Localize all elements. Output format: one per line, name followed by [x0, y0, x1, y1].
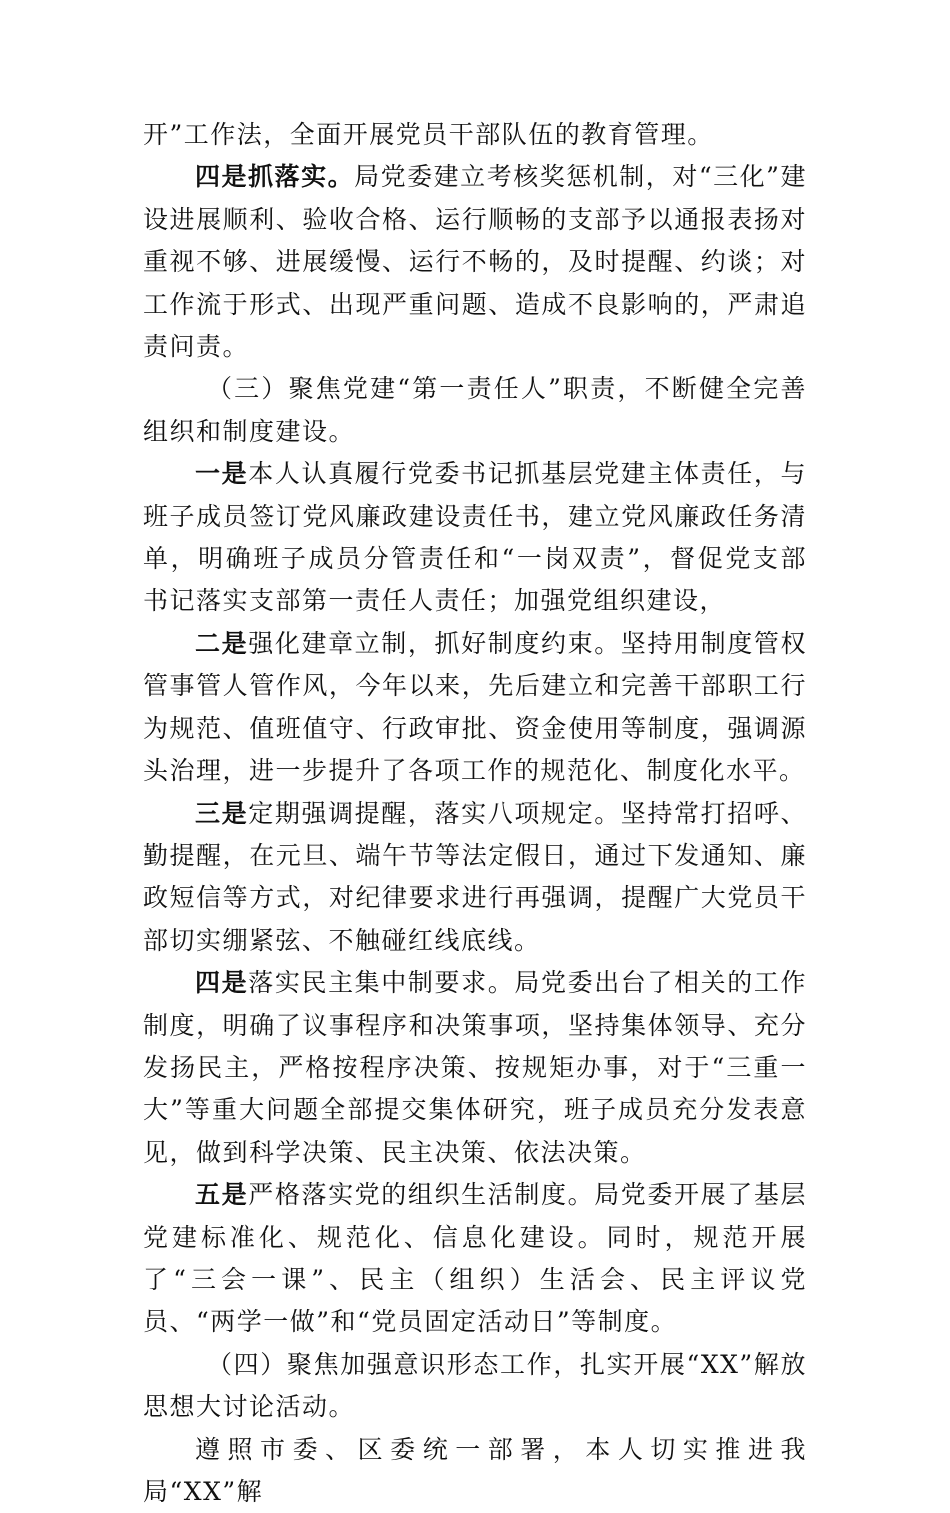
- section-heading-3: [143, 368, 807, 453]
- paragraph-point-3: [143, 793, 807, 963]
- paragraph-point-4: [143, 962, 807, 1174]
- paragraph-text: 局党委建立考核奖惩机制，对“三化”建设进展顺利、验收合格、运行顺畅的支部予以通报表扬对重视不够、进展缓慢、运行不畅的，及时提醒、约谈；对工作流于形式、出现严重问题、造成不良影响的，严肃追责问责。: [143, 162, 807, 362]
- paragraph-text: 落实民主集中制要求。局党委出台了相关的工作制度，明确了议事程序和决策事项，坚持集体领导、充分发扬民主，严格按程序决策、按规矩办事，对于“三重一大”等重大问题全部提交集体研究，班子成员充分发表意见，做到科学决策、民主决策、依法决策。: [143, 968, 807, 1167]
- section-heading-4: [143, 1344, 807, 1429]
- section-heading-text: （三）聚焦党建“第一责任人”职责，不断健全完善组织和制度建设。: [143, 374, 807, 446]
- paragraph-text: 本人认真履行党委书记抓基层党建主体责任，与班子成员签订党风廉政建设责任书，建立党风廉政任务清单，明确班子成员分管责任和“一岗双责”，督促党支部书记落实支部第一责任人责任；加强党组织建设，: [143, 459, 807, 616]
- paragraph-point-1: [143, 453, 807, 623]
- paragraph-text: 强化建章立制，抓好制度约束。坚持用制度管权管事管人管作风，今年以来，先后建立和完善干部职工行为规范、值班值守、行政审批、资金使用等制度，强调源头治理，进一步提升了各项工作的规范化、制度化水平。: [143, 628, 807, 786]
- paragraph-lead: 四是抓落实。: [195, 162, 355, 192]
- paragraph-text: 严格落实党的组织生活制度。局党委开展了基层党建标准化、规范化、信息化建设。同时，规范开展了“三会一课”、民主（组织）生活会、民主评议党员、“两学一做”和“党员固定活动日”等制度。: [143, 1180, 807, 1337]
- paragraph-text: 遵照市委、区委统一部署，本人切实推进我局“XX”解: [143, 1434, 807, 1506]
- section-heading-text: （四）聚焦加强意识形态工作，扎实开展“XX”解放思想大讨论活动。: [143, 1349, 807, 1422]
- paragraph-lead: 三是: [195, 798, 249, 828]
- paragraph-point-2: [143, 623, 807, 793]
- document-body: [143, 114, 807, 1513]
- paragraph-text: 开”工作法，全面开展党员干部队伍的教育管理。: [143, 120, 714, 149]
- paragraph-lead: 五是: [195, 1180, 249, 1210]
- paragraph-lead: 四是: [195, 968, 249, 998]
- paragraph-point-4-implement: [143, 156, 807, 368]
- paragraph-point-5: [143, 1174, 807, 1344]
- paragraph-lead: 一是: [195, 459, 249, 489]
- paragraph-intro: [143, 1429, 807, 1513]
- paragraph-lead: 二是: [195, 628, 249, 658]
- paragraph-text: 定期强调提醒，落实八项规定。坚持常打招呼、勤提醒，在元旦、端午节等法定假日，通过下发通知、廉政短信等方式，对纪律要求进行再强调，提醒广大党员干部切实绷紧弦、不触碰红线底线。: [143, 798, 807, 955]
- paragraph-continuation: [143, 114, 807, 156]
